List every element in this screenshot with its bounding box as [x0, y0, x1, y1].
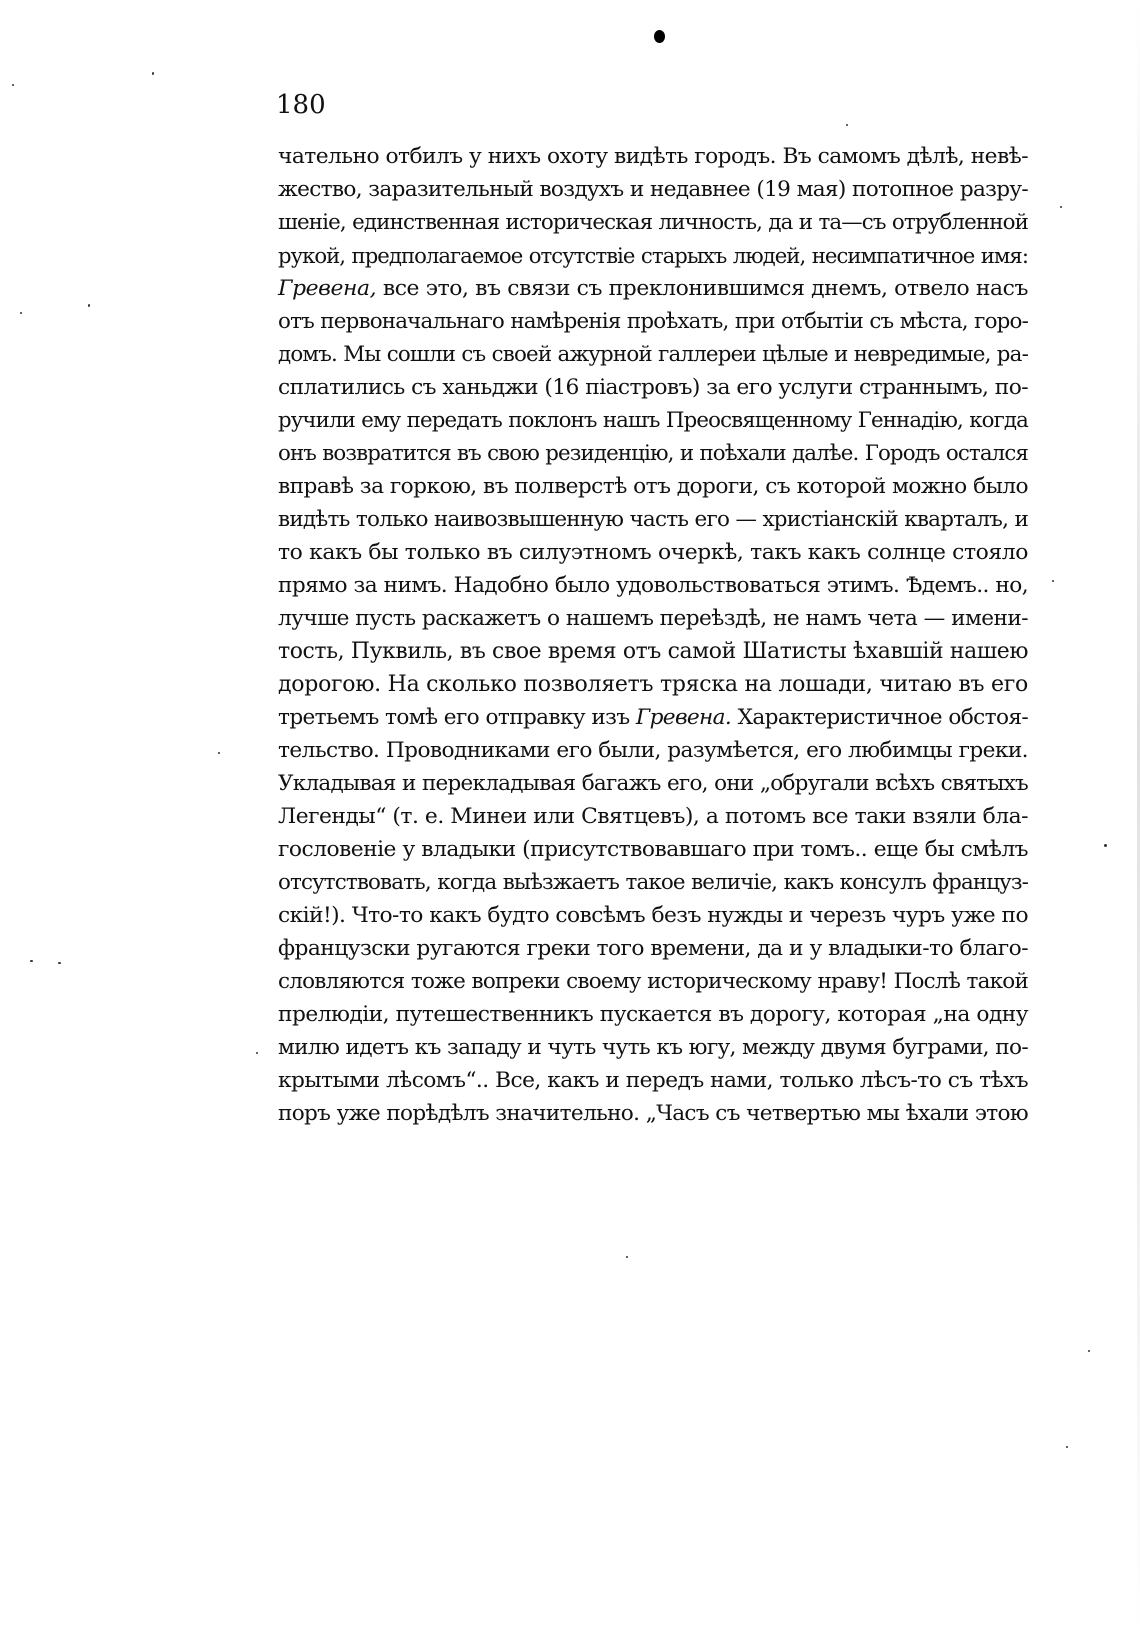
- body-text: [278, 140, 1028, 1130]
- scan-speck: [30, 960, 33, 962]
- scan-speck: [1060, 206, 1062, 208]
- ink-blot-mark: [654, 30, 665, 43]
- text-line: видѣть только наивозвышенную часть его — христіанскій кварталъ, и: [278, 507, 1028, 532]
- scan-speck: [218, 752, 220, 754]
- scan-speck: [1052, 580, 1054, 582]
- text-line-with-italic: [278, 701, 1028, 734]
- text-line: отсутствовать, когда выѣзжаетъ такое величіе, какъ консулъ француз-: [278, 870, 1028, 895]
- text-line: Укладывая и перекладывая багажъ его, они „обругали всѣхъ святыхъ: [278, 771, 1028, 796]
- text-line: милю идетъ къ западу и чуть чуть къ югу, между двумя буграми, по-: [278, 1035, 1028, 1060]
- text-line: ручили ему передать поклонъ нашъ Преосвященному Геннадію, когда: [278, 408, 1028, 433]
- scan-speck: [1066, 1446, 1068, 1448]
- scan-speck: [20, 312, 22, 314]
- italic-place-name: Гревена.: [635, 705, 732, 730]
- text-line: крытыми лѣсомъ“.. Все, какъ и передъ нами, только лѣсъ-то съ тѣхъ: [278, 1068, 1028, 1093]
- text-line: Легенды“ (т. е. Минеи или Святцевъ), а потомъ все таки взяли бла-: [278, 804, 1028, 829]
- page-number: 180: [276, 90, 326, 120]
- text-line-start: третьемъ томѣ его отправку изъ: [278, 705, 636, 730]
- scan-speck: [256, 1052, 258, 1054]
- scan-speck: [152, 72, 154, 75]
- text-line: прямо за нимъ. Надобно было удовольствоваться этимъ. Ѣдемъ.. но,: [278, 573, 1028, 598]
- text-line: то какъ бы только въ силуэтномъ очеркѣ, такъ какъ солнце стояло: [278, 540, 1028, 565]
- text-line: скій!). Что-то какъ будто совсѣмъ безъ нужды и черезъ чуръ уже по: [278, 903, 1028, 928]
- text-line: онъ возвратится въ свою резиденцію, и поѣхали далѣе. Городъ остался: [278, 441, 1028, 466]
- text-line: шеніе, единственная историческая личность, да и та—съ отрубленной: [278, 210, 1028, 235]
- text-line-rest: все это, въ связи съ преклонившимся днемъ, отвело насъ: [376, 276, 1028, 301]
- scan-speck: [12, 84, 14, 86]
- text-line: рукой, предполагаемое отсутствіе старыхъ людей, несимпатичное имя:: [278, 243, 1028, 268]
- text-line: прелюдіи, путешественникъ пускается въ дорогу, которая „на одну: [278, 1002, 1028, 1027]
- text-line-rest: Характеристичное обстоя-: [731, 705, 1029, 730]
- text-line-with-italic: [278, 272, 1028, 305]
- text-line: домъ. Мы сошли съ своей ажурной галлереи цѣлые и невредимые, ра-: [278, 342, 1028, 367]
- text-line: тельство. Проводниками его были, разумѣется, его любимцы греки.: [278, 738, 1028, 763]
- scan-speck: [58, 962, 61, 964]
- text-line: сплатились съ ханьджи (16 піастровъ) за его услуги страннымъ, по-: [278, 375, 1028, 400]
- text-line: лучше пусть раскажетъ о нашемъ переѣздѣ, не намъ чета — имени-: [278, 606, 1028, 631]
- text-line: французски ругаются греки того времени, да и у владыки-то благо-: [278, 936, 1028, 961]
- text-line: чательно отбилъ у нихъ охоту видѣть городъ. Въ самомъ дѣлѣ, невѣ-: [278, 144, 1028, 169]
- text-line: вправѣ за горкою, въ полверстѣ отъ дороги, съ которой можно было: [278, 474, 1028, 499]
- scan-speck: [846, 124, 848, 126]
- text-line: гословеніе у владыки (присутствовавшаго при томъ.. еще бы смѣлъ: [278, 837, 1028, 862]
- scan-speck: [88, 304, 90, 307]
- text-line: словляются тоже вопреки своему историческому нраву! Послѣ такой: [278, 969, 1028, 994]
- text-line: поръ уже порѣдѣлъ значительно. „Часъ съ четвертью мы ѣхали этою: [278, 1101, 1028, 1126]
- italic-place-name: Гревена,: [278, 276, 377, 301]
- text-line: жество, заразительный воздухъ и недавнее (19 мая) потопное разру-: [278, 177, 1028, 202]
- text-line: тость, Пуквиль, въ свое время отъ самой Шатисты ѣхавшій нашею: [278, 639, 1028, 664]
- scan-speck: [626, 1256, 628, 1258]
- scan-speck: [1104, 844, 1107, 847]
- text-line: дорогою. На сколько позволяетъ тряска на лошади, читаю въ его: [278, 672, 1028, 697]
- text-line: отъ первоначальнаго намѣренія проѣхать, при отбытіи съ мѣста, горо-: [278, 309, 1028, 334]
- scan-speck: [1088, 1350, 1090, 1352]
